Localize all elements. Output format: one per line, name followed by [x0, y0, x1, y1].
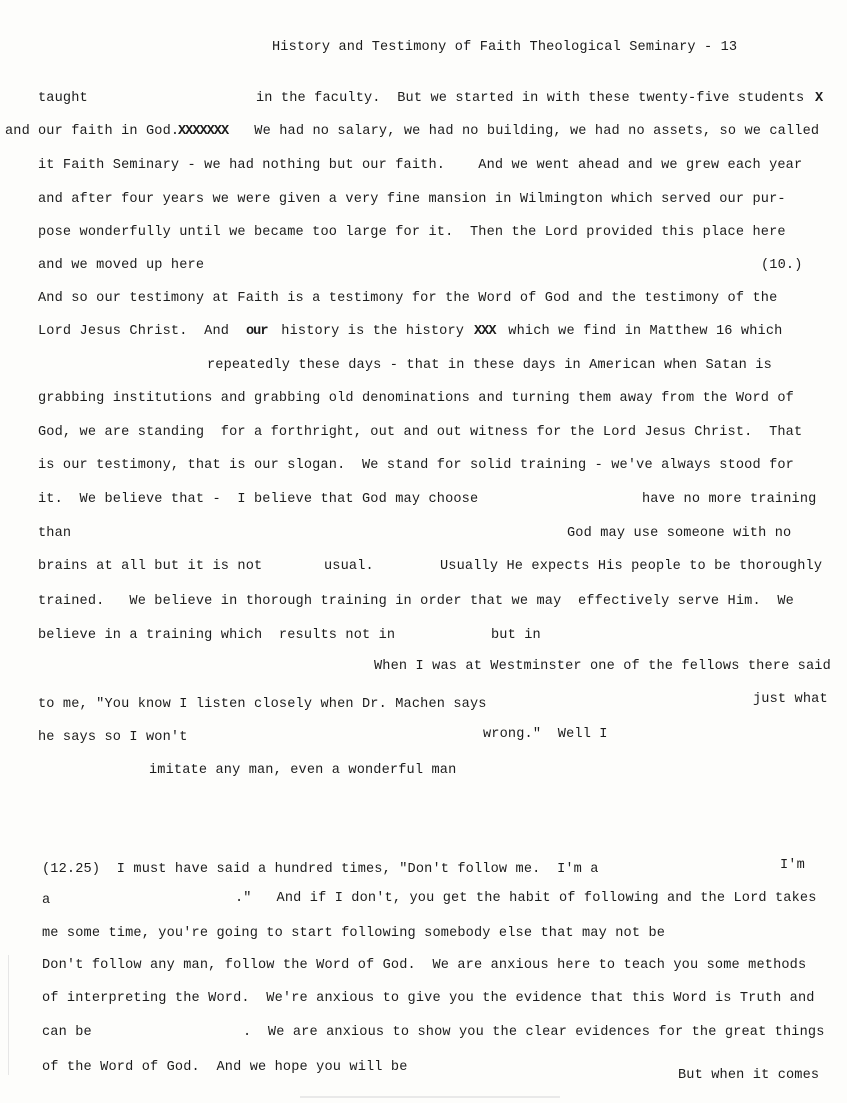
line-5: pose wonderfully until we became too large for it. Then the Lord provided this place here — [38, 225, 786, 240]
line-17-seg-2: but in — [491, 628, 541, 643]
line-27-seg-2: . We are anxious to show you the clear evidences for the great things — [243, 1025, 825, 1040]
line-24: me some time, you're going to start following somebody else that may not be — [42, 926, 666, 941]
line-12: is our testimony, that is our slogan. We stand for solid training - we've always stood for — [38, 458, 794, 473]
line-15-seg-3: Usually He expects His people to be thoroughly — [440, 559, 823, 574]
line-8-overtyped-word: our — [246, 324, 268, 339]
line-25: Don't follow any man, follow the Word of God. We are anxious here to teach you some methods — [42, 958, 807, 973]
line-23-seg-2: ." And if I don't, you get the habit of following and the Lord takes — [235, 891, 817, 906]
line-13-seg-1: it. We believe that - I believe that God may choose — [38, 492, 479, 507]
line-20-seg-2: wrong." Well I — [483, 727, 608, 742]
line-8-seg-2: history is the history — [273, 324, 473, 339]
line-14-seg-1: than — [38, 526, 72, 541]
line-14-seg-2: God may use someone with no — [567, 526, 792, 541]
line-9: repeatedly these days - that in these days in American when Satan is — [207, 358, 772, 373]
line-28-seg-1: of the Word of God. And we hope you will be — [42, 1060, 408, 1075]
line-4: and after four years we were given a very fine mansion in Wilmington which served our pur- — [38, 192, 786, 207]
line-15-seg-1: brains at all but it is not — [38, 559, 263, 574]
line-13-seg-2: have no more training — [642, 492, 817, 507]
line-1-seg-1: taught — [38, 91, 88, 106]
line-22-seg-2: I'm — [780, 858, 805, 873]
line-11: God, we are standing for a forthright, out and out witness for the Lord Jesus Christ. That — [38, 425, 803, 440]
line-20-seg-1: he says so I won't — [38, 730, 188, 745]
line-22-seg-1: (12.25) I must have said a hundred times, "Don't follow me. I'm a — [42, 862, 599, 877]
line-2-margin-word: and — [5, 124, 30, 139]
line-8-strikeout: XXX — [474, 324, 496, 339]
line-16: trained. We believe in thorough training in order that we may effectively serve Him. We — [38, 594, 794, 609]
margin-rule — [8, 955, 9, 1075]
line-2-strikeout: XXXXXXX — [178, 124, 229, 139]
line-21: imitate any man, even a wonderful man — [149, 763, 457, 778]
line-10: grabbing institutions and grabbing old denominations and turning them away from the Word of — [38, 391, 794, 406]
line-23-seg-1: a — [42, 893, 51, 908]
line-7: And so our testimony at Faith is a testimony for the Word of God and the testimony of the — [38, 291, 778, 306]
line-1-seg-2: in the faculty. But we started in with these twenty-five students — [256, 91, 805, 106]
line-8-seg-3: which we find in Matthew 16 which — [500, 324, 783, 339]
line-17-seg-1: believe in a training which results not in — [38, 628, 396, 643]
line-26: of interpreting the Word. We're anxious to give you the evidence that this Word is Truth and — [42, 991, 815, 1006]
line-27-seg-1: can be — [42, 1025, 92, 1040]
line-2-seg-1: our faith in God. — [38, 124, 180, 139]
line-6-seg-1: and we moved up here — [38, 258, 205, 273]
line-19-seg-1: to me, "You know I listen closely when Dr. Machen says — [38, 697, 487, 712]
line-28-seg-2: But when it comes — [678, 1068, 820, 1083]
page-header: History and Testimony of Faith Theological Seminary - 13 — [272, 40, 738, 55]
line-8-seg-1: Lord Jesus Christ. And — [38, 324, 238, 339]
timestamp-10: (10.) — [761, 258, 803, 273]
page-smudge — [300, 1096, 560, 1098]
line-2-seg-2: We had no salary, we had no building, we had no assets, so we called — [246, 124, 820, 139]
line-3: it Faith Seminary - we had nothing but our faith. And we went ahead and we grew each year — [38, 158, 803, 173]
line-15-seg-2: usual. — [324, 559, 374, 574]
line-1-strikeout: X — [815, 91, 823, 106]
line-19-seg-2: just what — [753, 692, 828, 707]
line-18: When I was at Westminster one of the fellows there said — [374, 659, 831, 674]
